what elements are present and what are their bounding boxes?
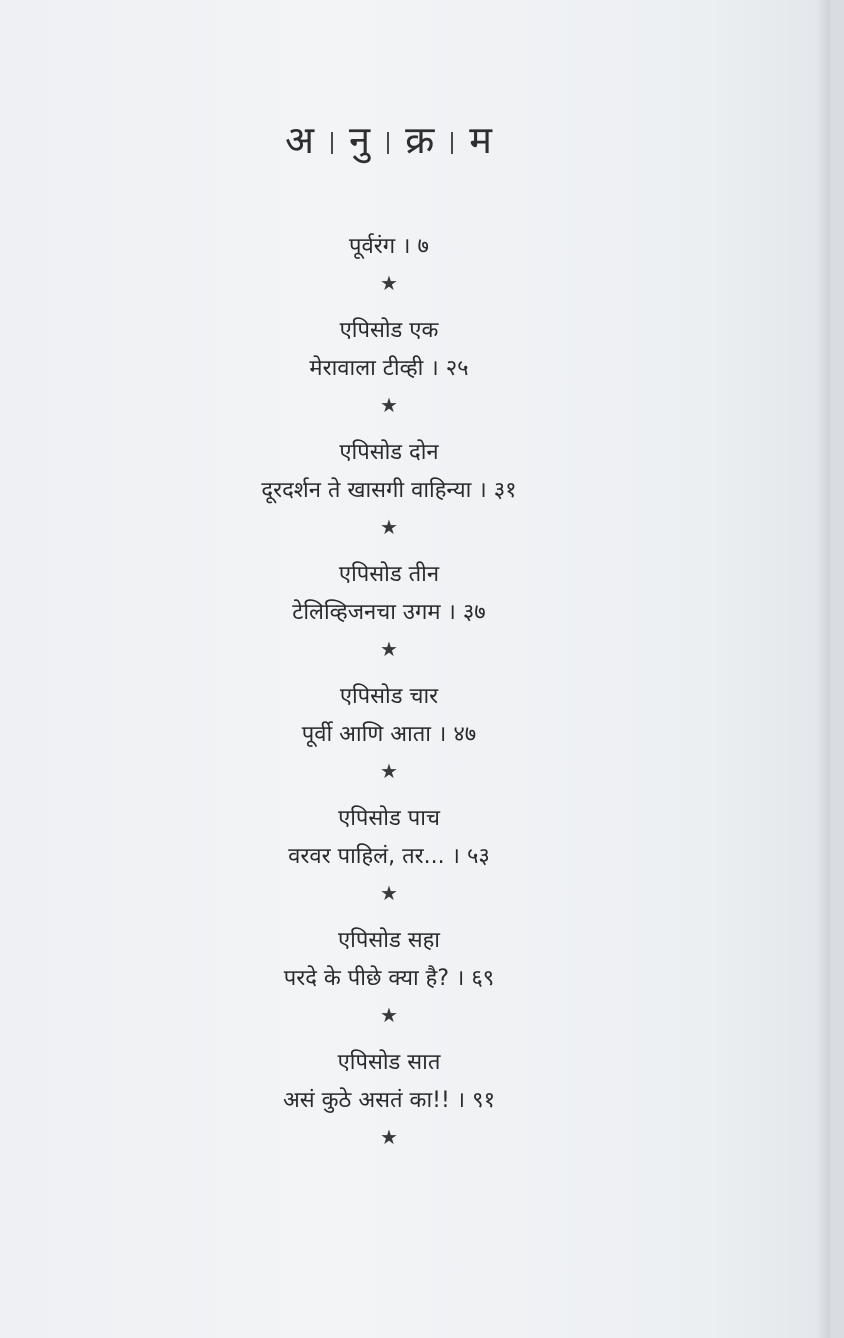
- episode-heading: एपिसोड सहा: [338, 928, 440, 953]
- episode-heading: एपिसोड एक: [339, 318, 439, 343]
- toc-entry-episode-3: [0, 556, 778, 666]
- table-of-contents: [0, 228, 778, 1166]
- page-separator: ।: [456, 966, 465, 991]
- page-title: [0, 110, 778, 170]
- toc-entry-episode-2: [0, 434, 778, 544]
- entry-title: वरवर पाहिलं, तर...: [288, 844, 445, 869]
- entry-title: पूर्वरंग: [349, 234, 396, 259]
- title-divider: [331, 132, 333, 154]
- episode-heading: एपिसोड चार: [339, 684, 439, 709]
- title-letter: म: [469, 118, 494, 162]
- toc-entry-title-line: [0, 228, 778, 266]
- toc-entry-title-line: [0, 472, 778, 510]
- star-icon: ★: [380, 515, 398, 539]
- episode-heading: एपिसोड पाच: [338, 806, 440, 831]
- page-number: ५३: [466, 844, 490, 869]
- page-separator: ।: [447, 600, 456, 625]
- episode-heading: एपिसोड दोन: [339, 440, 439, 465]
- toc-entry-title-line: [0, 716, 778, 754]
- episode-heading: एपिसोड सात: [337, 1050, 441, 1075]
- toc-entry-title-line: [0, 960, 778, 998]
- toc-entry-title-line: [0, 838, 778, 876]
- entry-title: दूरदर्शन ते खासगी वाहिन्या: [261, 478, 472, 503]
- entry-title: टेलिव्हिजनचा उगम: [292, 600, 441, 625]
- toc-entry-episode-1: [0, 312, 778, 422]
- toc-entry-title-line: [0, 1082, 778, 1120]
- page-number: ९१: [472, 1088, 496, 1113]
- toc-entry-episode-7: [0, 1044, 778, 1154]
- page-number: ७: [417, 234, 429, 259]
- page-number: ३७: [462, 600, 486, 625]
- entry-title: मेरावाला टीव्ही: [309, 356, 424, 381]
- title-letter: क्र: [405, 118, 436, 162]
- title-letter: अ: [284, 118, 316, 162]
- page-separator: ।: [451, 844, 460, 869]
- star-icon: ★: [380, 881, 398, 905]
- page-number: ३१: [493, 478, 517, 503]
- page-number: २५: [445, 356, 469, 381]
- star-icon: ★: [380, 271, 398, 295]
- page-separator: ।: [438, 722, 447, 747]
- title-divider: [387, 132, 389, 154]
- entry-title: असं कुठे असतं का!!: [282, 1088, 450, 1113]
- page-number: ६९: [471, 966, 495, 991]
- toc-entry-episode-5: [0, 800, 778, 910]
- star-icon: ★: [380, 1003, 398, 1027]
- toc-entry-title-line: [0, 594, 778, 632]
- title-divider: [451, 132, 453, 154]
- toc-entry-title-line: [0, 350, 778, 388]
- page-separator: ।: [402, 234, 411, 259]
- page-separator: ।: [430, 356, 439, 381]
- page-separator: ।: [456, 1088, 466, 1113]
- toc-entry-prologue: [0, 228, 778, 300]
- star-icon: ★: [380, 1125, 398, 1149]
- toc-entry-episode-4: [0, 678, 778, 788]
- page-number: ४७: [453, 722, 477, 747]
- star-icon: ★: [380, 393, 398, 417]
- entry-title: परदे के पीछे क्या है?: [283, 966, 449, 991]
- entry-title: पूर्वी आणि आता: [301, 722, 431, 747]
- star-icon: ★: [380, 759, 398, 783]
- title-letter: नु: [349, 118, 372, 162]
- star-icon: ★: [380, 637, 398, 661]
- episode-heading: एपिसोड तीन: [338, 562, 440, 587]
- toc-entry-episode-6: [0, 922, 778, 1032]
- page-separator: ।: [478, 478, 487, 503]
